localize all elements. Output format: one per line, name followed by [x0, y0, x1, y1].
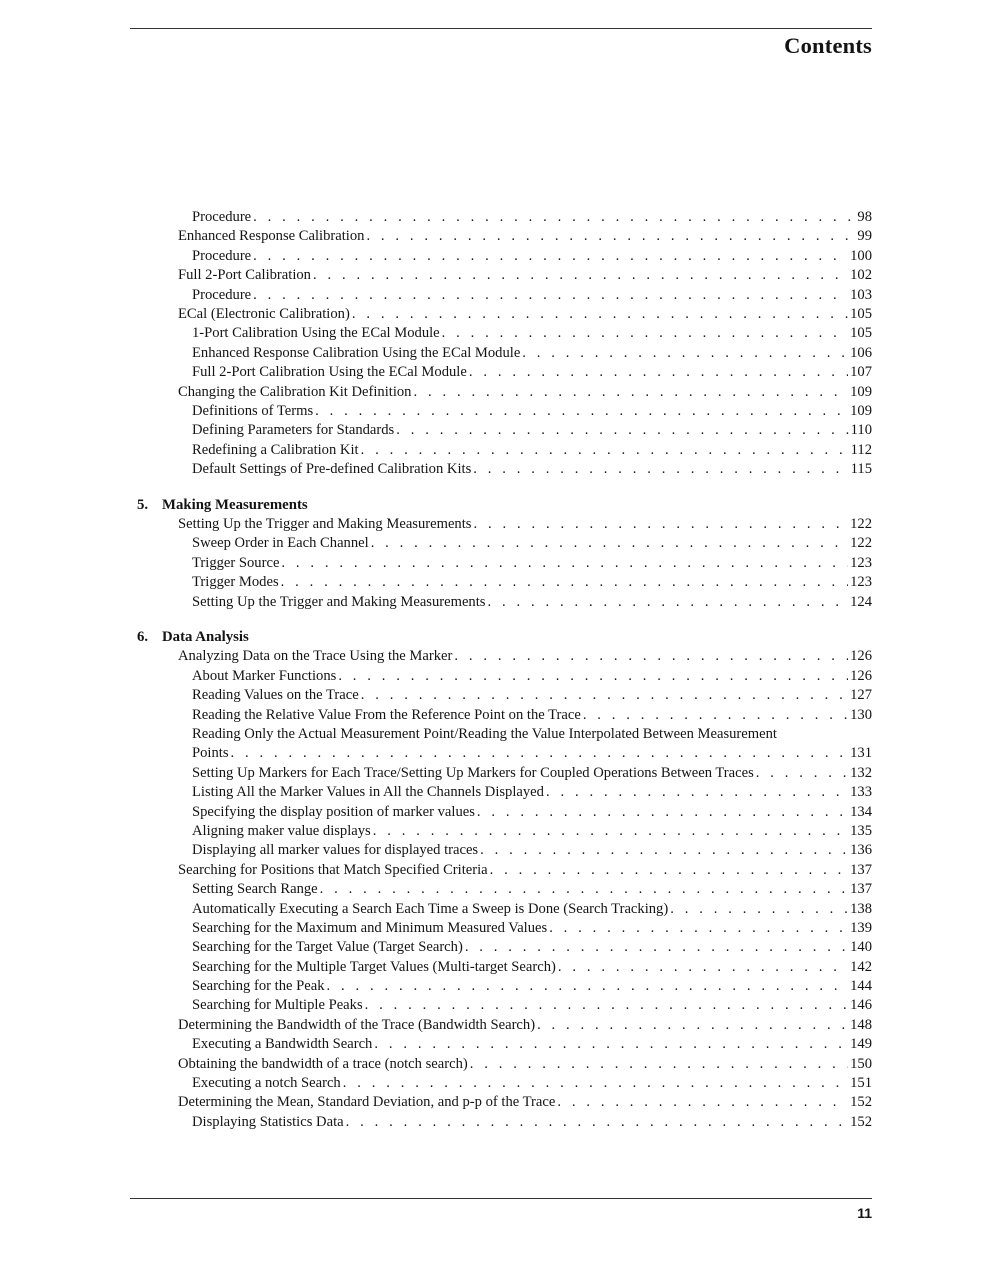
dot-leader	[522, 344, 848, 363]
toc-entry-page: 100	[850, 247, 872, 264]
toc-entry-title: Setting Up the Trigger and Making Measurements	[178, 515, 472, 532]
dot-leader	[549, 919, 848, 938]
dot-leader	[396, 421, 848, 440]
dot-leader	[413, 383, 848, 402]
dot-leader	[373, 822, 848, 841]
toc-entry[interactable]	[137, 977, 872, 996]
dot-leader	[473, 515, 848, 534]
toc-entry-title: Automatically Executing a Search Each Time a Sweep is Done (Search Tracking)	[192, 900, 669, 917]
toc-entry-page: 102	[850, 267, 872, 284]
chapter-title: Making Measurements	[162, 496, 308, 513]
toc-entry-page: 148	[850, 1016, 872, 1033]
toc-entry-title: Setting Search Range	[192, 881, 318, 898]
dot-leader	[670, 900, 848, 919]
toc-entry[interactable]	[137, 706, 872, 725]
toc-entry-page: 146	[850, 997, 872, 1014]
toc-entry[interactable]	[137, 841, 872, 860]
toc-entry-title: Trigger Modes	[192, 574, 279, 591]
toc-entry-title: Procedure	[192, 247, 252, 264]
toc-entry-title: Enhanced Response Calibration Using the ECal Module	[192, 344, 521, 361]
toc-entry[interactable]	[137, 725, 872, 744]
dot-leader	[281, 554, 848, 573]
toc-entry-page: 142	[850, 958, 872, 975]
toc-entry-title: Determining the Bandwidth of the Trace (Bandwidth Search)	[178, 1016, 536, 1033]
dot-leader	[537, 1016, 848, 1035]
toc-entry-page: 112	[850, 441, 872, 458]
toc-entry-title: Full 2-Port Calibration	[178, 267, 311, 284]
toc-entry[interactable]	[137, 1113, 872, 1132]
toc-entry-page: 131	[850, 745, 872, 762]
dot-leader	[231, 744, 849, 763]
dot-leader	[465, 938, 848, 957]
dot-leader	[315, 402, 848, 421]
toc-entry[interactable]	[137, 208, 872, 227]
toc-entry-page: 126	[850, 667, 872, 684]
toc-entry[interactable]	[137, 286, 872, 305]
toc-entry[interactable]	[137, 1035, 872, 1054]
toc-entry-page: 139	[850, 919, 872, 936]
toc-entry[interactable]	[137, 324, 872, 343]
dot-leader	[327, 977, 849, 996]
toc-entry[interactable]	[137, 1093, 872, 1112]
dot-leader	[366, 227, 855, 246]
dot-leader	[557, 1093, 848, 1112]
toc-entry-title: Trigger Source	[192, 554, 280, 571]
toc-entry-title: Searching for the Peak	[192, 978, 325, 995]
toc-entry-page: 151	[850, 1075, 872, 1092]
toc-entry-page: 127	[850, 687, 872, 704]
toc-entry[interactable]	[137, 227, 872, 246]
dot-leader	[371, 534, 848, 553]
toc-entry[interactable]	[137, 573, 872, 592]
toc-entry-title: Searching for Multiple Peaks	[192, 997, 363, 1014]
toc-entry[interactable]	[137, 515, 872, 534]
toc-entry[interactable]	[137, 880, 872, 899]
toc-entry[interactable]	[137, 441, 872, 460]
toc-entry[interactable]	[137, 744, 872, 763]
dot-leader	[374, 1035, 848, 1054]
toc-entry[interactable]	[137, 1016, 872, 1035]
dot-leader	[313, 266, 848, 285]
dot-leader	[361, 686, 848, 705]
toc-entry[interactable]	[137, 554, 872, 573]
toc-entry[interactable]	[137, 266, 872, 285]
toc-entry-page: 105	[850, 305, 872, 322]
toc-entry[interactable]	[137, 938, 872, 957]
chapter-number: 5.	[137, 496, 149, 513]
toc-entry-title: Searching for the Multiple Target Values (Multi-target Search)	[192, 958, 556, 975]
toc-entry-title: 1-Port Calibration Using the ECal Module	[192, 325, 440, 342]
dot-leader	[756, 764, 848, 783]
toc-entry-title: Obtaining the bandwidth of a trace (notch search)	[178, 1055, 468, 1072]
toc-entry[interactable]	[137, 1074, 872, 1093]
toc-entry[interactable]	[137, 593, 872, 612]
page-title: Contents	[784, 33, 872, 58]
dot-leader	[442, 324, 848, 343]
toc-entry-page: 149	[850, 1036, 872, 1053]
toc-entry-page: 107	[850, 364, 872, 381]
toc-entry-page: 109	[850, 383, 872, 400]
toc-entry-title: Default Settings of Pre-defined Calibration Kits	[192, 461, 472, 478]
toc-entry[interactable]	[137, 667, 872, 686]
toc-entry[interactable]	[137, 363, 872, 382]
toc-entry-title: ECal (Electronic Calibration)	[178, 305, 350, 322]
toc-entry-page: 126	[850, 648, 872, 665]
dot-leader	[583, 706, 848, 725]
dot-leader	[470, 1055, 848, 1074]
dot-leader	[487, 593, 848, 612]
dot-leader	[343, 1074, 848, 1093]
toc-entry-title: Searching for the Target Value (Target Search)	[192, 939, 463, 956]
toc-section-calibration	[137, 208, 872, 479]
toc-entry-title: Searching for the Maximum and Minimum Measured Values	[192, 919, 548, 936]
toc-entry-page: 98	[857, 209, 872, 225]
toc-entry-title: About Marker Functions	[192, 667, 337, 684]
footer-rule	[130, 1198, 872, 1199]
toc-entry[interactable]	[137, 764, 872, 783]
toc-entry-page: 152	[850, 1113, 872, 1130]
toc-entry-title: Reading Only the Actual Measurement Point/Reading the Value Interpolated Between Measurement	[192, 725, 777, 742]
toc-entry[interactable]	[137, 247, 872, 266]
toc-entry-page: 124	[850, 593, 872, 610]
toc-entry-title: Setting Up Markers for Each Trace/Setting Up Markers for Coupled Operations Between Traces	[192, 764, 754, 781]
toc-entry-title: Defining Parameters for Standards	[192, 422, 395, 439]
toc-entry-page: 138	[850, 900, 872, 917]
toc-entry[interactable]	[137, 534, 872, 553]
dot-leader	[253, 286, 848, 305]
toc-entry-page: 134	[850, 803, 872, 820]
toc-entry-page: 133	[850, 784, 872, 801]
toc-entry-page: 137	[850, 861, 872, 878]
toc-entry-page: 115	[850, 461, 872, 478]
toc-entry[interactable]	[137, 822, 872, 841]
toc-entry[interactable]	[137, 919, 872, 938]
toc-entry-title: Enhanced Response Calibration	[178, 228, 365, 245]
toc-entry-title: Aligning maker value displays	[192, 822, 371, 839]
toc-entry[interactable]	[137, 900, 872, 919]
chapter-heading-6	[137, 627, 872, 647]
toc-entry-title: Sweep Order in Each Channel	[192, 535, 369, 552]
toc-entry-page: 109	[850, 402, 872, 419]
dot-leader	[338, 667, 848, 686]
toc-entry[interactable]	[137, 783, 872, 802]
toc-entry-page: 99	[857, 228, 872, 245]
toc-entry[interactable]	[137, 344, 872, 363]
dot-leader	[469, 363, 848, 382]
dot-leader	[473, 460, 848, 479]
toc-entry-page: 122	[850, 535, 872, 552]
toc-entry-title: Displaying all marker values for displayed traces	[192, 842, 479, 859]
dot-leader	[480, 841, 848, 860]
toc-entry-page: 103	[850, 286, 872, 303]
toc-entry-page: 105	[850, 325, 872, 342]
toc-entry-page: 136	[850, 842, 872, 859]
header-rule	[130, 28, 872, 29]
toc-entry-title: Changing the Calibration Kit Definition	[178, 383, 412, 400]
toc-entry-title: Executing a notch Search	[192, 1075, 341, 1092]
toc-entry[interactable]	[137, 421, 872, 440]
toc-entry-page: 123	[850, 574, 872, 591]
toc-entry[interactable]	[137, 958, 872, 977]
toc-entry-title: Executing a Bandwidth Search	[192, 1036, 373, 1053]
chapter-number: 6.	[137, 629, 149, 646]
toc-entry[interactable]	[137, 383, 872, 402]
chapter-title: Data Analysis	[162, 629, 249, 646]
toc-entry-page: 123	[850, 554, 872, 571]
toc-entry-page: 137	[850, 881, 872, 898]
dot-leader	[490, 861, 848, 880]
toc-entry[interactable]	[137, 803, 872, 822]
toc-entry-page: 122	[850, 515, 872, 532]
dot-leader	[281, 573, 848, 592]
toc-entry-title: Specifying the display position of marker values	[192, 803, 475, 820]
dot-leader	[546, 783, 848, 802]
toc-entry-page: 135	[850, 822, 872, 839]
toc-entry-title: Analyzing Data on the Trace Using the Marker	[178, 648, 453, 665]
dot-leader	[320, 880, 848, 899]
toc-entry[interactable]	[137, 861, 872, 880]
dot-leader	[346, 1113, 849, 1132]
dot-leader	[558, 958, 848, 977]
toc-entry-title: Reading the Relative Value From the Reference Point on the Trace	[192, 706, 581, 723]
toc-entry[interactable]	[137, 686, 872, 705]
toc-entry-title: Reading Values on the Trace	[192, 687, 359, 704]
toc-entry-title: Searching for Positions that Match Specified Criteria	[178, 861, 488, 878]
toc-entry[interactable]	[137, 647, 872, 666]
toc-entry-page: 152	[850, 1094, 872, 1111]
toc-entry[interactable]	[137, 460, 872, 479]
toc-entry-page: 150	[850, 1055, 872, 1072]
toc-entry-title: Full 2-Port Calibration Using the ECal Module	[192, 364, 467, 381]
toc-entry[interactable]	[137, 305, 872, 324]
toc-entry-page: 140	[850, 939, 872, 956]
table-of-contents	[137, 208, 872, 1132]
toc-section-making-measurements	[137, 515, 872, 612]
dot-leader	[253, 247, 848, 266]
toc-entry[interactable]	[137, 1055, 872, 1074]
toc-entry-page: 132	[850, 764, 872, 781]
page-number: 11	[857, 1205, 872, 1221]
toc-entry-title: Displaying Statistics Data	[192, 1113, 344, 1130]
toc-entry[interactable]	[137, 402, 872, 421]
dot-leader	[365, 996, 848, 1015]
toc-entry-title: Determining the Mean, Standard Deviation, and p-p of the Trace	[178, 1094, 556, 1111]
toc-entry-title: Procedure	[192, 286, 252, 303]
toc-entry-title: Definitions of Terms	[192, 402, 314, 419]
toc-entry-title: Redefining a Calibration Kit	[192, 441, 359, 458]
toc-entry-title: Points	[192, 745, 229, 762]
toc-entry-title: Setting Up the Trigger and Making Measurements	[192, 593, 486, 610]
dot-leader	[253, 208, 855, 227]
toc-entry-page: 106	[850, 344, 872, 361]
toc-entry-title: Listing All the Marker Values in All the Channels Displayed	[192, 784, 544, 801]
toc-section-data-analysis	[137, 647, 872, 1132]
toc-entry-page: 144	[850, 978, 872, 995]
dot-leader	[352, 305, 848, 324]
dot-leader	[477, 803, 848, 822]
dot-leader	[361, 441, 849, 460]
toc-entry-title: Procedure	[192, 209, 252, 225]
dot-leader	[454, 647, 848, 666]
toc-entry-page: 110	[850, 422, 872, 439]
toc-entry-page: 130	[850, 706, 872, 723]
chapter-heading-5	[137, 495, 872, 515]
toc-entry[interactable]	[137, 996, 872, 1015]
